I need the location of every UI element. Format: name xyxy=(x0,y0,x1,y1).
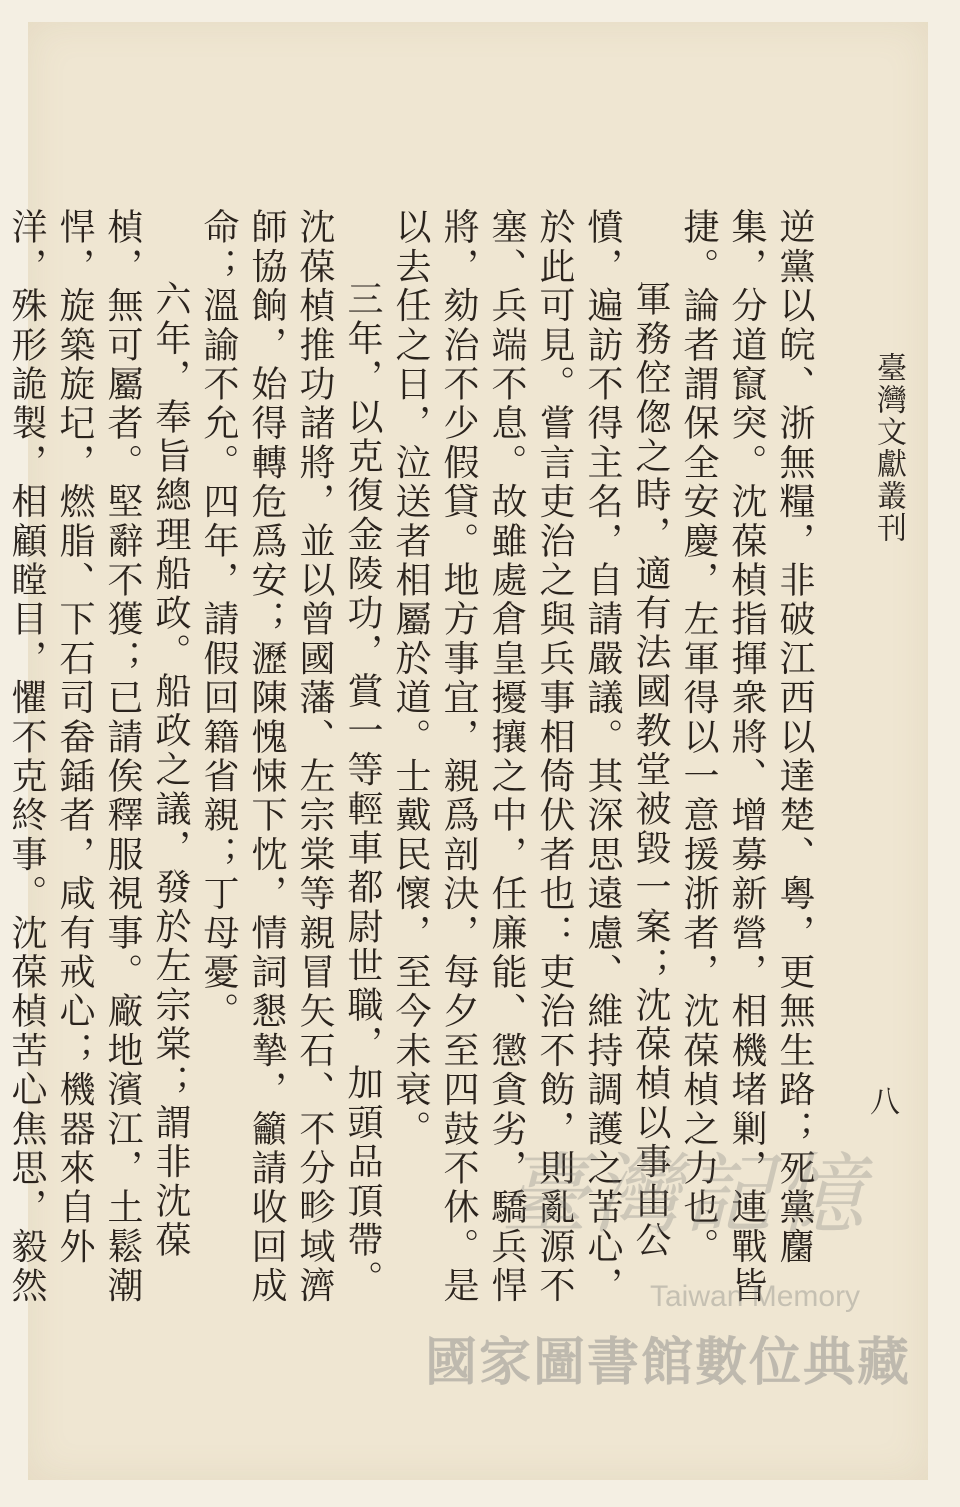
watermark-org: 國家圖書館數位典藏 xyxy=(425,1333,912,1393)
paragraph: 軍務倥偬之時，適有法國教堂被毀一案；沈葆楨以事由公憤，遍訪不得主名，自請嚴議。其深思遠慮、維持調護之苦心，於此可見。嘗言吏治之與兵事相倚伏者也：吏治不飭，則亂源不塞、兵端不息。故雖處倉皇擾攘之中，任廉能、懲貪劣，驕兵悍將，劾治不少假貸。地方事宜，親爲剖決，每夕至四鼓不休。是以去任之日，泣送者相屬於道。士戴民懷，至今未衰。 xyxy=(390,208,671,1306)
paragraph: 逆黨以皖、浙無糧，非破江西以達楚、粵，更無生路；死黨麕集，分道竄突。沈葆楨指揮衆將、增募新營，相機堵剿，連戰皆捷。論者謂保全安慶，左軍得以一意援浙者，沈葆楨之力也。 xyxy=(678,208,815,1306)
page-number: 八 xyxy=(870,1085,900,1120)
running-header: 臺灣文獻叢刊 xyxy=(871,352,906,544)
watermark-logo: 臺灣記憶 xyxy=(500,1143,869,1246)
paragraph: 三年，以克復金陵功，賞一等輕車都尉世職，加頭品頂帶。沈葆楨推功諸將，並以曾國藩、左宗棠等親冒矢石、不分畛域濟師協餉，始得轉危爲安；瀝陳愧悚下忱，情詞懇摯，籲請收回成命；溫諭不允。四年，請假回籍省親；丁母憂。 xyxy=(198,208,383,1306)
paragraph: 六年，奉旨總理船政。船政之議，發於左宗棠；謂非沈葆楨，無可屬者。堅辭不獲；已請俟釋服視事。廠地濱江，土鬆潮悍，旋築旋圮，燃脂、下石司畚鍤者，咸有戒心；機器來自外洋，殊形詭製，相顧瞠目，懼不克終事。沈葆楨苦心焦思，毅然 xyxy=(6,208,191,1306)
watermark-english: Taiwan Memory xyxy=(650,1280,861,1313)
